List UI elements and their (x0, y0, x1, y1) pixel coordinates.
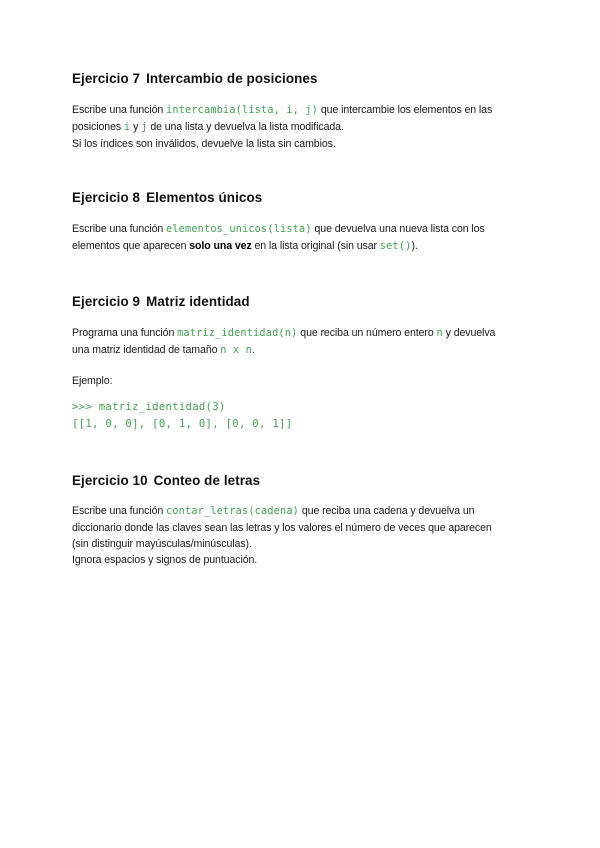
exercise-9-line-2: una matriz identidad de tamaño n x n. (72, 344, 255, 356)
exercise-9-number: Ejercicio 9 (72, 294, 141, 309)
exercise-8-line-2: elementos que aparecen solo una vez en la lista original (sin usar set()). (72, 240, 418, 252)
exercise-10-line-4: Ignora espacios y signos de puntuación. (72, 554, 258, 566)
exercise-9-title: Matriz identidad (146, 294, 250, 309)
exercise-8 (72, 189, 532, 255)
exercise-8-number: Ejercicio 8 (72, 190, 141, 205)
code-example (72, 399, 532, 433)
exercise-8-line-1: Escribe una función elementos_unicos(lista) que devuelva una nueva lista con los (72, 223, 485, 235)
exercise-10-line-2: diccionario donde las claves sean las letras y los valores el número de veces que aparecen (72, 522, 492, 534)
exercise-10 (72, 472, 532, 568)
exercise-7-line-3: Si los índices son inválidos, devuelve la lista sin cambios. (72, 138, 336, 150)
exercise-7-line-2: posiciones i y j de una lista y devuelva la lista modificada. (72, 121, 344, 133)
function-signature: elementos_unicos(lista) (166, 224, 312, 235)
exercise-10-heading (72, 472, 532, 490)
exercise-7 (72, 70, 532, 152)
exercise-9-line-1: Programa una función matriz_identidad(n) que reciba un número entero n y devuelva (72, 327, 496, 339)
code-example-line-1: >>> matriz_identidad(3) (72, 401, 226, 413)
exercise-10-title: Conteo de letras (153, 473, 261, 488)
exercise-10-number: Ejercicio 10 (72, 473, 148, 488)
exercise-7-title: Intercambio de posiciones (146, 71, 318, 86)
exercise-8-heading (72, 189, 532, 207)
exercise-9-heading (72, 293, 532, 311)
exercise-10-line-3: (sin distinguir mayúsculas/minúsculas). (72, 538, 252, 550)
function-signature: contar_letras(cadena) (166, 506, 300, 517)
exercise-7-line-1: Escribe una función intercambia(lista, i, j) que intercambie los elementos en las (72, 104, 493, 116)
code-example-line-2: [[1, 0, 0], [0, 1, 0], [0, 0, 1]] (72, 418, 293, 430)
exercise-7-heading (72, 70, 532, 88)
example-label: Ejemplo: (72, 375, 113, 387)
exercise-9 (72, 293, 532, 433)
function-signature: matriz_identidad(n) (177, 328, 298, 339)
exercise-7-number: Ejercicio 7 (72, 71, 141, 86)
function-signature: intercambia(lista, i, j) (166, 105, 319, 116)
exercise-8-title: Elementos únicos (146, 190, 263, 205)
exercise-10-line-1: Escribe una función contar_letras(cadena) que reciba una cadena y devuelva un (72, 505, 475, 517)
